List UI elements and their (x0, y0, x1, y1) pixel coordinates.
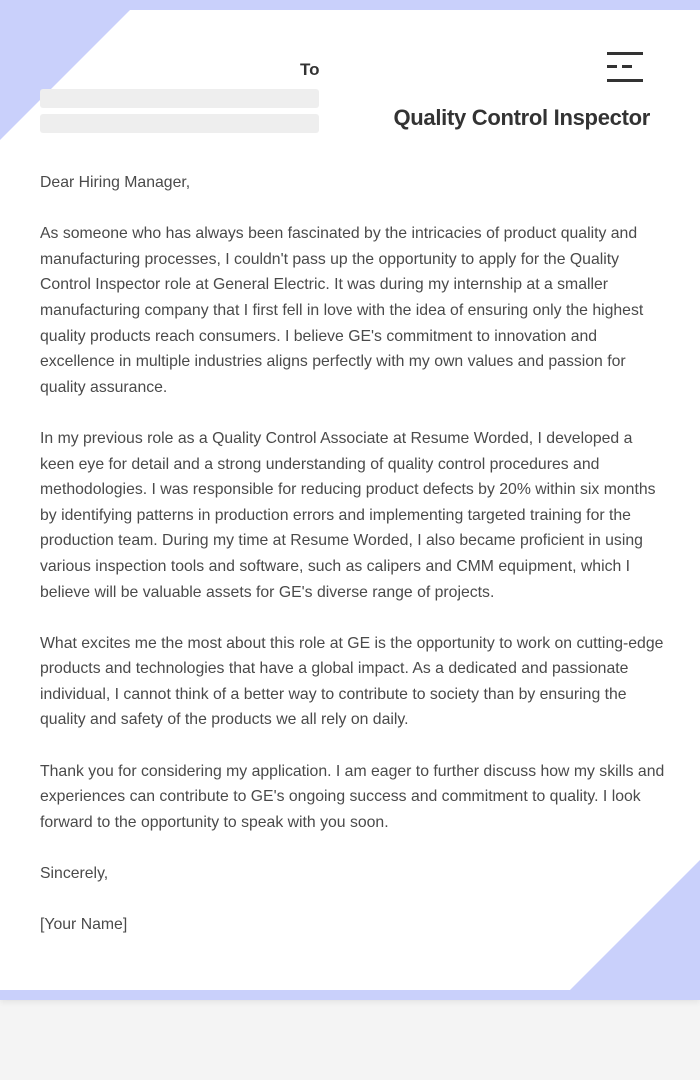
recipient-placeholder-line-1 (40, 89, 319, 108)
paragraph-experience: In my previous role as a Quality Control Associate at Resume Worded, I developed a keen eye for detail and a strong understanding of quality control procedures and methodologies. I was responsible for reducing product defects by 20% within six months by identifying patterns in production errors and implementing targeted training for the production team. During my time at Resume Worded, I also became proficient in using various inspection tools and software, such as calipers and CMM equipment, which I believe will be valuable assets for GE's diverse range of projects. (40, 429, 656, 601)
job-title: Quality Control Inspector (393, 105, 650, 130)
paragraph-closing: Thank you for considering my application. I am eager to further discuss how my skills and experiences can contribute to GE's ongoing success and commitment to quality. I look forward to the opportunity to speak with you soon. (40, 762, 665, 831)
recipient-placeholder-line-2 (40, 114, 319, 133)
closing: Sincerely, (40, 865, 109, 883)
recipient-label: To (300, 60, 320, 79)
letter-body (40, 170, 665, 963)
salutation: Dear Hiring Manager, (40, 174, 191, 191)
resume-worded-logo-icon (607, 52, 643, 84)
cover-letter-paper (0, 10, 700, 990)
paragraph-motivation: What excites me the most about this role at GE is the opportunity to work on cutting-edge products and technologies that have a global impact. As a dedicated and passionate individual, I cannot think of a better way to contribute to society than by ensuring the quality and safety of the products we all rely on daily. (40, 634, 664, 729)
signature: [Your Name] (40, 916, 128, 934)
paragraph-intro: As someone who has always been fascinated by the intricacies of product quality and manufacturing processes, I couldn't pass up the opportunity to apply for the Quality Control Inspector role at General Electric. It was during my internship at a smaller manufacturing company that I first fell in love with the idea of ensuring only the highest quality products reach consumers. I believe GE's commitment to innovation and excellence in multiple industries aligns perfectly with my own values and passion for quality assurance. (40, 225, 644, 396)
